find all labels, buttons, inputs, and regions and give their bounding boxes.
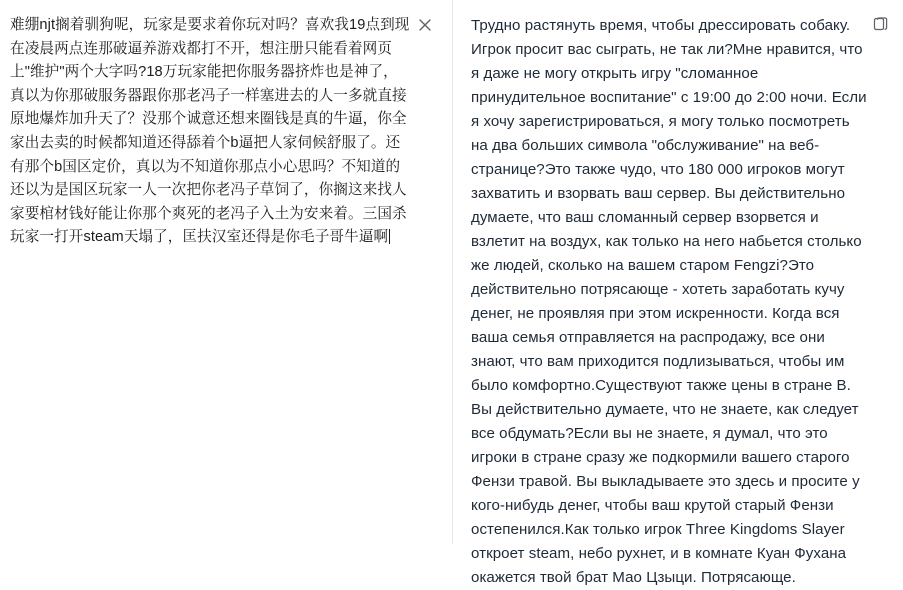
source-text-input[interactable]: 难绷njt搁着驯狗呢，玩家是要求着你玩对吗？喜欢我19点到现在凌晨两点连那破逼养游戏都打不开，想注册只能看着网页上"维护"两个大字吗?18万玩家能把你服务器挤炸也是神了，真以为你那破服务器跟你那老冯子一样塞进去的人一多就直接原地爆炸加升天了？没那个诚意还想来圈钱是真的牛逼，你全家出去卖的时候都知道还得舔着个b逼把人家伺候舒服了。还有那个b国区定价，真以为不知道你那点小心思吗？不知道的还以为是国区玩家一人一次把你老冯子草饲了，你搁这来找人家要棺材钱好能让你那个爽死的老冯子入土为安来着。三国杀玩家一打开steam天塌了，匡扶汉室还得是你毛子哥牛逼啊: [10, 14, 436, 250]
copy-translation-button[interactable]: [869, 13, 893, 37]
target-pane: [453, 0, 903, 586]
source-pane: [0, 0, 452, 544]
translation-output-text: Трудно растянуть время, чтобы дрессировать собаку. Игрок просит вас сыграть, не так ли?Мне нравится, что я даже не могу открыть игру "сломанное принудительное воспитание" с 19:00 до 2:00 ночи. Если я хочу зарегистрироваться, я могу только посмотреть на два больших символа "обслуживание" на веб-странице?Это также чудо, что 180 000 игроков могут захватить и взорвать ваш сервер. Вы действительно думаете, что ваш сломанный сервер взорвется и взлетит на воздух, как только на него набьется столько же людей, сколько на вашем старом Fengzi?Это действительно потрясающе - хотеть заработать кучу денег, не проявляя при этом искренности. Когда вся ваша семья отправляется на распродажу, все они знают, что вам приходится подлизываться, чтобы им было комфортно.Существуют также цены в стране В. Вы действительно думаете, что не знаете, как следует все обдумать?Если вы не знаете, я думал, что это игроки в стране сразу же подкормили вашего старого Фензи травой. Вы выкладываете это здесь и просите у кого-нибудь денег, чтобы ваш крутой старый Фензи остепенился.Как только игрок Three Kingdoms Slayer откроет steam, небо рухнет, и в комнате Куан Фухана окажется твой брат Мао Цзыци. Потрясающе.: [471, 17, 871, 586]
clear-source-button[interactable]: [414, 14, 436, 36]
close-icon: [415, 15, 435, 35]
copy-icon: [872, 16, 890, 34]
